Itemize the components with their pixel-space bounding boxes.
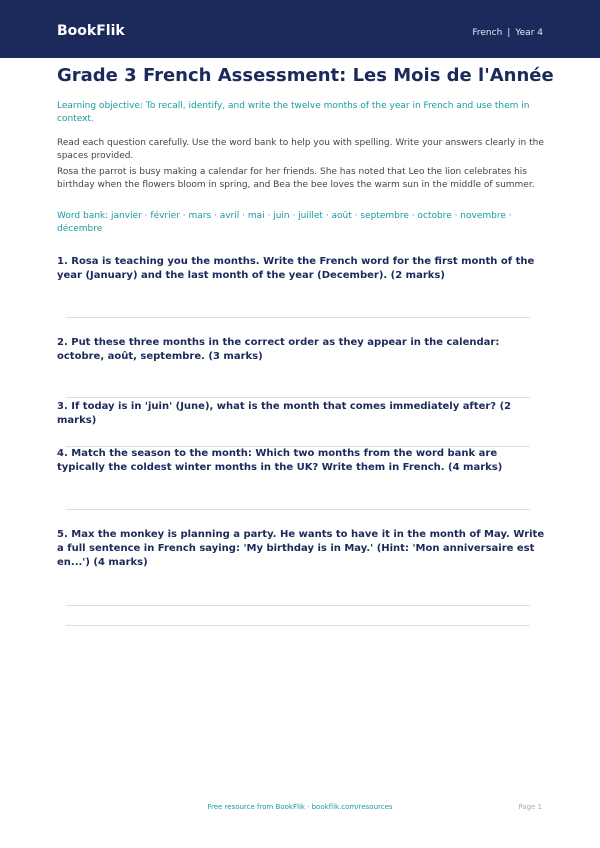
question-4: 4. Match the season to the month: Which two months from the word bank are typically the coldest winter months in the UK? Write them in French. (4 marks) — [57, 448, 503, 473]
question-1: 1. Rosa is teaching you the months. Write the French word for the first month of the year (January) and the last month of the year (December). (2 marks) — [57, 256, 535, 281]
answer-line[interactable] — [66, 397, 530, 398]
instructions: Read each question carefully. Use the word bank to help you with spelling. Write your answers clearly in the spaces provided. — [57, 138, 544, 161]
question-2: 2. Put these three months in the correct order as they appear in the calendar: octobre, août, septembre. (3 marks) — [57, 337, 500, 362]
header-meta — [472, 27, 543, 39]
word-bank: Word bank: janvier · février · mars · avril · mai · juin · juillet · août · septembre · octobre · novembre · décembre — [57, 211, 512, 234]
answer-line[interactable] — [66, 509, 530, 510]
brand-logo[interactable]: BookFlik — [57, 23, 125, 39]
question-5: 5. Max the monkey is planning a party. He wants to have it in the month of May. Write a full sentence in French saying: 'My birthday is in May.' (Hint: 'Mon anniversaire est en...') (4 marks) — [57, 529, 545, 568]
answer-line[interactable] — [66, 605, 530, 606]
story-intro: Rosa the parrot is busy making a calendar for her friends. She has noted that Leo the lion celebrates his birthday when the flowers bloom in spring, and Bea the bee loves the warm sun in the middle of summer. — [57, 167, 535, 190]
year-label: Year 4 — [515, 28, 543, 38]
meta-separator: | — [507, 28, 511, 38]
question-3: 3. If today is in 'juin' (June), what is the month that comes immediately after? (2 marks) — [57, 401, 512, 426]
footer-resource[interactable]: Free resource from BookFlik · bookflik.com/resources — [207, 803, 393, 811]
subject-label: French — [472, 28, 503, 38]
answer-line[interactable] — [66, 625, 530, 626]
page-title: Grade 3 French Assessment: Les Mois de l'Année — [57, 65, 554, 86]
header-bar — [0, 0, 600, 58]
learning-objective: Learning objective: To recall, identify, and write the twelve months of the year in French and use them in context. — [57, 101, 530, 124]
answer-line[interactable] — [66, 317, 530, 318]
page-number: Page 1 — [518, 803, 542, 811]
